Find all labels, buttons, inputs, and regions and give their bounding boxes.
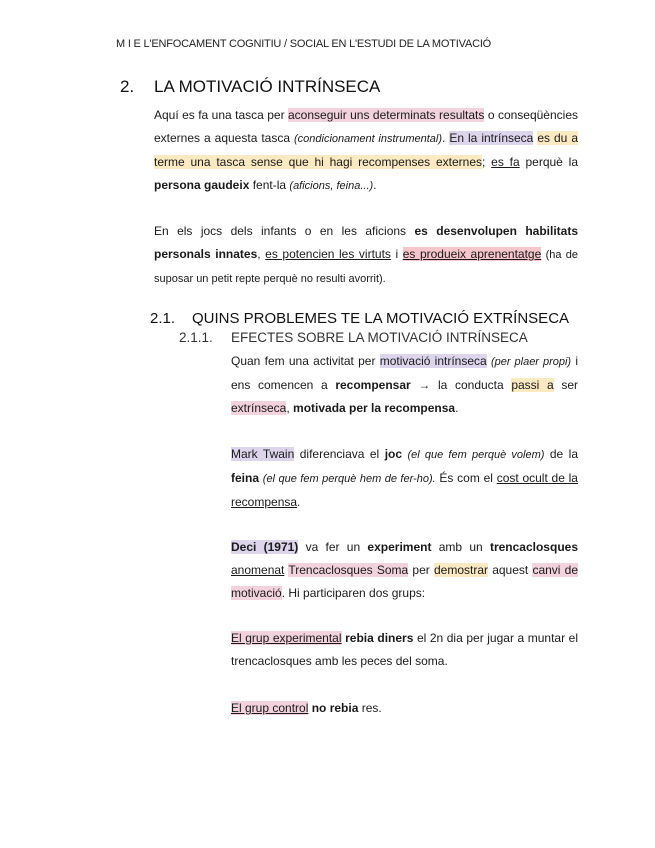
section-number: 2. <box>120 77 135 96</box>
running-header: M I E L'ENFOCAMENT COGNITIU / SOCIAL EN L'ESTUDI DE LA MOTIVACIÓ <box>116 38 492 50</box>
italic-note: (el que fem perquè volem) <box>407 449 545 461</box>
text-run: o conseqüències externes a aquesta tasca <box>154 108 578 145</box>
bold-text: persona gaudeix <box>154 178 250 192</box>
highlight-pink: Trencaclosques Soma <box>288 563 409 577</box>
text-run: i <box>390 247 403 261</box>
underlined-text: anomenat <box>231 563 285 577</box>
text-run: fent-la <box>249 178 290 192</box>
italic-note: (condicionament instrumental) <box>294 133 443 145</box>
text-run: ser <box>553 378 578 392</box>
subsubsection-heading <box>179 330 528 345</box>
highlight-pink: canvi de motivació <box>231 563 579 600</box>
bold-text: feina <box>231 471 260 485</box>
highlight-red-underlined: es produeix aprenentatge <box>402 247 542 261</box>
highlight-purple: motivació intrínseca <box>379 354 487 368</box>
paragraph-mark-twain <box>231 443 578 514</box>
text-run: . <box>297 495 301 509</box>
bold-text: motivada per la recompensa <box>293 401 456 415</box>
underlined-text: es fa <box>491 155 520 169</box>
section-title: LA MOTIVACIÓ INTRÍNSECA <box>154 77 381 96</box>
text-run: Quan fem una activitat per <box>231 354 380 368</box>
bold-text: recompensar <box>335 378 411 392</box>
text-run: , <box>257 247 266 261</box>
text-run: per <box>408 563 434 577</box>
highlight-pink: extrínseca <box>231 401 287 415</box>
bold-text: experiment <box>367 540 432 554</box>
bold-text: trencaclosques <box>489 540 578 554</box>
highlight-yellow: demostrar <box>433 563 488 577</box>
highlight-yellow: es du a terme una tasca sense que hi hagi recompenses externes <box>154 131 578 169</box>
text-run: (ha de suposar un petit repte perquè no resulti avorrit). <box>154 249 578 285</box>
text-run: de la <box>544 447 578 461</box>
italic-note: (per plaer propi) <box>490 356 572 368</box>
text-run: En els jocs dels infants o en les aficions <box>154 224 415 238</box>
text-run: diferenciava el <box>294 447 385 461</box>
text-run: Aquí es fa una tasca per <box>154 108 288 122</box>
text-run: amb un <box>431 540 490 554</box>
subsection-number: 2.1. <box>150 310 176 327</box>
text-run: el 2n dia per jugar a muntar el trencaclosques amb les peces del soma. <box>231 631 579 668</box>
text-run: ; <box>482 155 492 169</box>
bold-text: es desenvolupen habilitats personals innates <box>154 224 579 261</box>
paragraph-control-group <box>231 697 578 720</box>
paragraph-games-hobbies <box>154 220 578 291</box>
paragraph-experimental-group <box>231 627 578 673</box>
highlight-pink: aconseguir uns determinats resultats <box>288 108 485 122</box>
text-run: aquest <box>488 563 533 577</box>
underlined-text: es potencien les virtuts <box>265 247 391 261</box>
bold-text: joc <box>384 447 403 461</box>
italic-note: (aficions, feina...) <box>289 180 374 192</box>
subsection-title: QUINS PROBLEMES TE LA MOTIVACIÓ EXTRÍNSECA <box>192 310 570 327</box>
paragraph-deci-experiment <box>231 536 578 605</box>
highlight-purple: En la intrínseca <box>449 131 534 145</box>
bold-text: rebia diners <box>345 631 414 645</box>
text-run: És com el <box>435 471 497 485</box>
highlight-pink-underlined: El grup experimental <box>231 631 342 645</box>
subsubsection-number: 2.1.1. <box>179 330 213 345</box>
subsubsection-title: EFECTES SOBRE LA MOTIVACIÓ INTRÍNSECA <box>231 330 528 345</box>
text-run: , <box>286 401 294 415</box>
text-run: . <box>373 178 377 192</box>
bold-text: no rebia <box>311 701 359 715</box>
subsection-heading <box>150 310 569 327</box>
section-heading <box>120 77 380 97</box>
highlight-purple-bold: Deci (1971) <box>231 540 299 554</box>
italic-note: (el que fem perquè hem de fer-ho). <box>262 473 436 485</box>
paragraph-reward-effect <box>231 350 578 420</box>
text-run: . Hi participaren dos grups: <box>281 586 426 600</box>
text-run: . <box>442 131 450 145</box>
highlight-pink-underlined: El grup control <box>231 701 309 715</box>
text-run: . <box>455 401 459 415</box>
text-run: → la conducta <box>410 378 512 392</box>
text-run: va fer un <box>298 540 368 554</box>
underlined-text: cost ocult de la recompensa <box>231 471 578 509</box>
highlight-yellow: passi a <box>511 378 554 392</box>
text-run: perquè la <box>519 155 579 169</box>
text-run: i ens comencen a <box>231 354 579 392</box>
highlight-purple: Mark Twain <box>231 447 295 461</box>
text-run: res. <box>358 701 382 715</box>
paragraph-intrinsic-definition <box>154 104 578 198</box>
